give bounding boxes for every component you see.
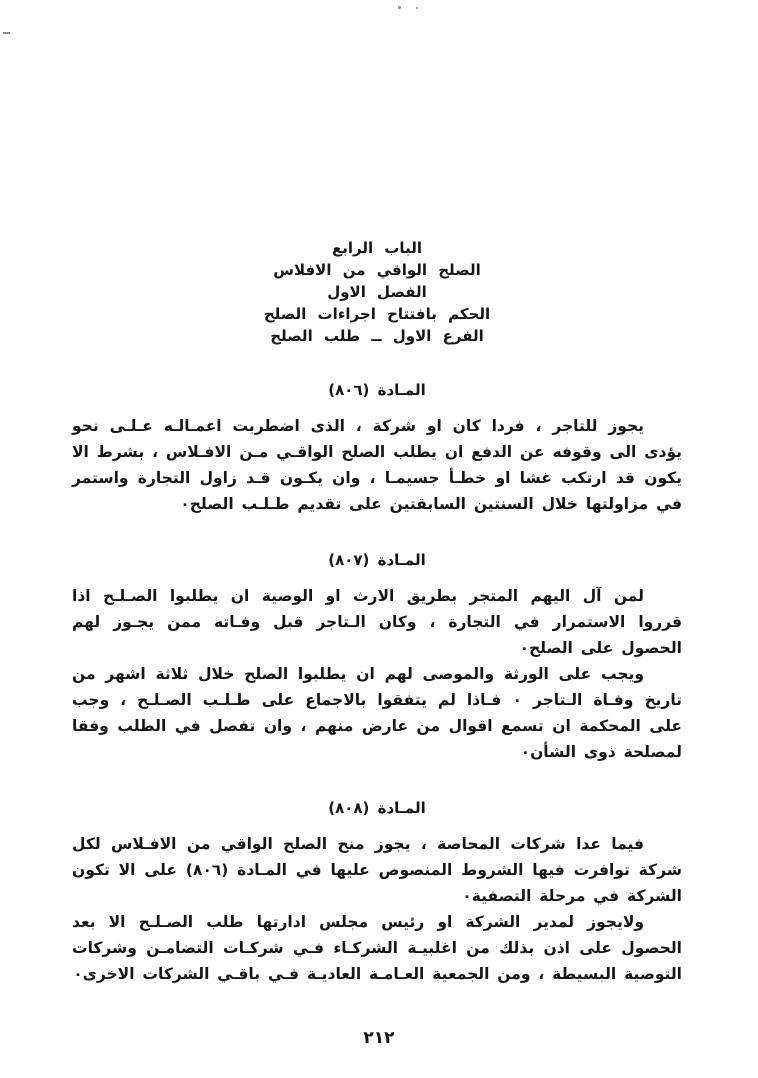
article-807-paragraph-1: لمن آل اليهم المتجر بطريق الارث او الوصية ان يطلبوا الصـلـح اذا قرروا الاستمرار في التجارة ، وكان الـتاجر قبل وفـاته ممن يجـوز لهم الحصول على الصلح٠ [72,587,682,657]
heading-part: الباب الرابع [332,239,422,257]
section-headings [72,237,682,347]
heading-topic: الحكم بافتتاح اجراءات الصلح [263,305,491,323]
heading-branch: الفرع الاول ــ طلب الصلح [270,327,484,345]
article-807-paragraph-2: ويجب على الورثة والموصى لهم ان يطلبوا الصلح خلال ثلاثة اشهر من تاريخ وفـاة الـتاجر ٠ فـاذا لم يتفقوا بالاجماع على طـلـب الصـلـح ، وجب على المحكمة ان تسمع اقوال من عارض منهم ، وان تفصل في الطلب وفقا لمصلحة ذوى الشأن٠ [72,665,682,761]
article-807-title: المـادة (٨٠٧) [328,551,426,569]
heading-subject: الصلح الواقي من الافلاس [273,261,481,279]
article-808 [72,798,682,987]
article-807 [72,550,682,765]
article-806-paragraph-1: يجوز للتاجر ، فردا كان او شركة ، الذى اضطربت اعمـالـه عـلـى نحو يؤدى الى وقوفه عن الدفع ان يطلب الصلح الواقـي مـن الافـلاس ، بشرط الا يكون قد ارتكب غشا او خطـأ جسيمـا ، وان يكـون قـد زاول التجارة واستمر في مزاولتها خلال السنتين السابقتين على تقديم طـلـب الصلح٠ [72,417,682,513]
article-808-title: المـادة (٨٠٨) [328,799,426,817]
article-808-paragraph-1: فيما عدا شركات المحاصة ، يجوز منح الصلح الواقي من الافـلاس لكل شركة توافرت فيها الشروط المنصوص عليها في المـادة (٨٠٦) على الا تكون الشركة في مرحلة التصفية٠ [72,835,682,905]
article-808-paragraph-2: ولايجوز لمدير الشركة او رئيس مجلس ادارتها طلب الصـلـح الا بعد الحصول على اذن بذلك من اغلبيـة الشركـاء فـي شركـات التضامـن وشركات التوصية البسيطة ، ومن الجمعية العـامـة العاديـة فـي باقـي الشركات الاخرى٠ [72,913,682,983]
heading-chapter: الفصل الاول [327,283,427,301]
article-806-title: المـادة (٨٠٦) [328,381,426,399]
article-806 [72,380,682,517]
page-number: ٢١٢ [363,1028,395,1048]
